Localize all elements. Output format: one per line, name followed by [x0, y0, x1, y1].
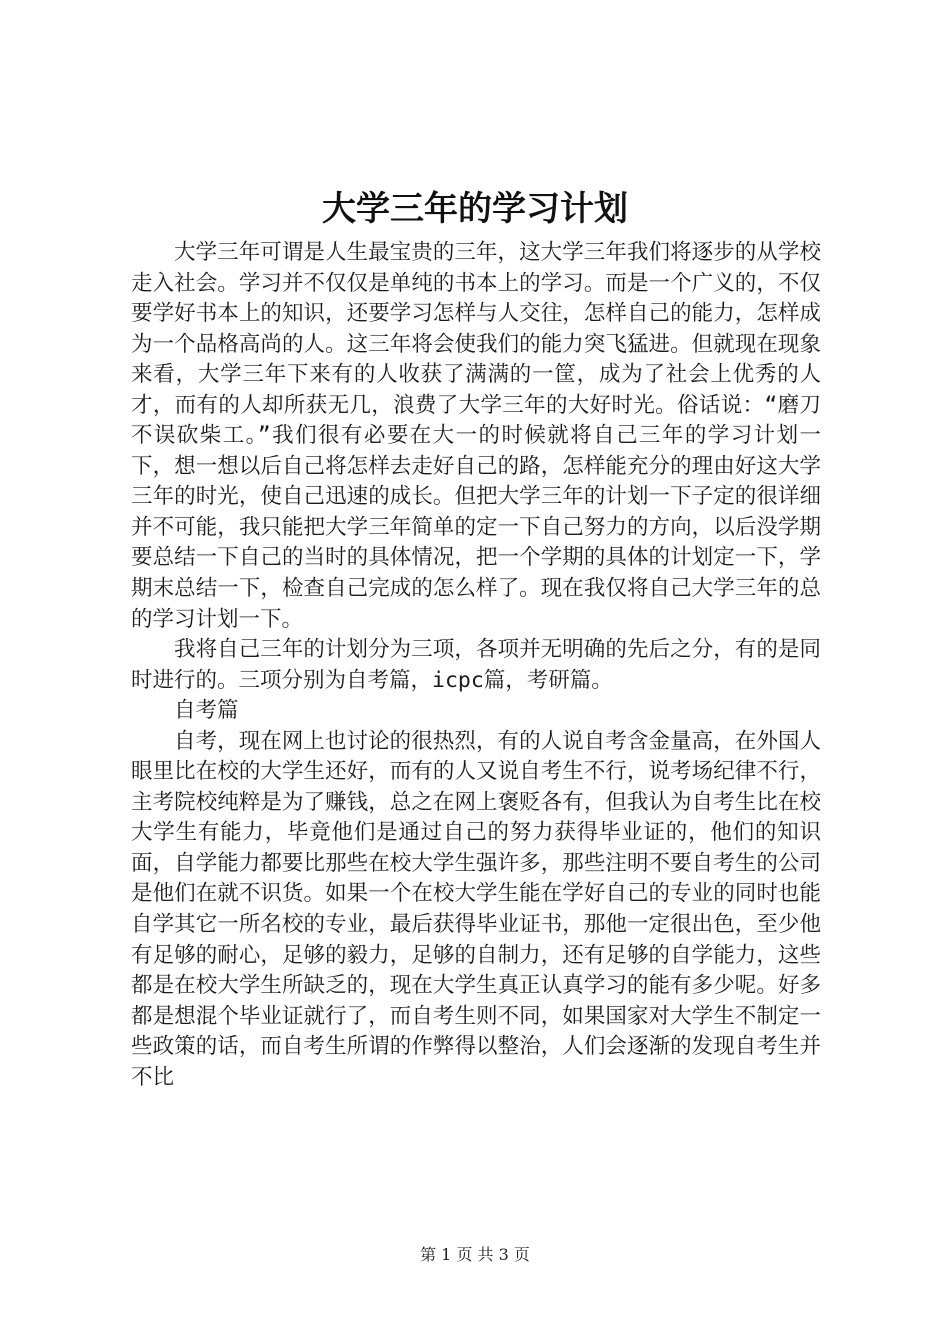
- paragraph-plan-overview: 我将自己三年的计划分为三项，各项并无明确的先后之分，有的是同时进行的。三项分别为自考篇，icpc篇，考研篇。: [131, 637, 821, 693]
- document-title: 大学三年的学习计划: [322, 189, 628, 229]
- paragraph-self-study: 自考，现在网上也讨论的很热烈，有的人说自考含金量高，在外国人眼里比在校的大学生还好，而有的人又说自考生不行，说考场纪律不行，主考院校纯粹是为了赚钱，总之在网上褒贬各有，但我认为自考生比在校大学生有能力，毕竟他们是通过自己的努力获得毕业证的，他们的知识面，自学能力都要比那些在校大学生强许多，那些注明不要自考生的公司是他们在就不识货。如果一个在校大学生能在学好自己的专业的同时也能自学其它一所名校的专业，最后获得毕业证书，那他一定很出色，至少他有足够的耐心，足够的毅力，足够的自制力，还有足够的自学能力，这些都是在校大学生所缺乏的，现在大学生真正认真学习的能有多少呢。好多都是想混个毕业证就行了，而自考生则不同，如果国家对大学生不制定一些政策的话，而自考生所谓的作弊得以整治，人们会逐渐的发现自考生并不比: [131, 728, 821, 1090]
- section-heading-self-study: 自考篇: [174, 698, 239, 724]
- document-body: [131, 238, 821, 1093]
- page-footer: 第 1 页 共 3 页: [420, 1245, 530, 1264]
- paragraph-intro: 大学三年可谓是人生最宝贵的三年，这大学三年我们将逐步的从学校走入社会。学习并不仅仅是单纯的书本上的学习。而是一个广义的，不仅要学好书本上的知识，还要学习怎样与人交往，怎样自己的能力，怎样成为一个品格高尚的人。这三年将会使我们的能力突飞猛进。但就现在现象来看，大学三年下来有的人收获了满满的一筐，成为了社会上优秀的人才，而有的人却所获无几，浪费了大学三年的大好时光。俗话说：“磨刀不误砍柴工。”我们很有必要在大一的时候就将自己三年的学习计划一下，想一想以后自己将怎样去走好自己的路，怎样能充分的理由好这大学三年的时光，使自己迅速的成长。但把大学三年的计划一下子定的很详细并不可能，我只能把大学三年简单的定一下自己努力的方向，以后没学期要总结一下自己的当时的具体情况，把一个学期的具体的计划定一下，学期末总结一下，检查自己完成的怎么样了。现在我仅将自己大学三年的总的学习计划一下。: [131, 240, 821, 632]
